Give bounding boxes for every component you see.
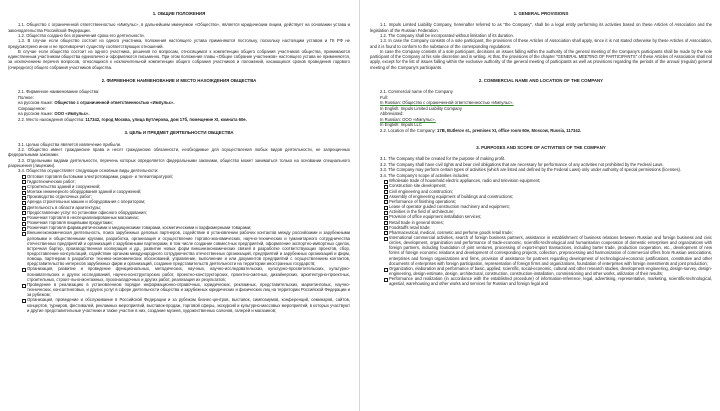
list-item: Строительство зданий и сооружений;	[22, 184, 350, 189]
list-item: Performance and realization (in accordance with the established procedure) of information-reference, legal, advertising, representative, marketing, scientific-technological, agential, warehousing and other works and services for Russian and foreign legal and	[384, 276, 712, 286]
ru-clause-1-2: 1.2. Общество создано без ограничения срока его деятельности.	[18, 33, 145, 39]
ru-location-prefix: 2.2. Место нахождения общества:	[18, 116, 86, 122]
ru-clause-1-1: 1.1. Общество с ограниченной ответственностью «Импульс», в дальнейшем именуемое «Общество», является юридическим лицем, действует на основании устава и законодательства Российской Федерации.	[8, 22, 350, 33]
en-clause-2-1: 2.1. Commercial name of the Company	[380, 89, 453, 95]
ru-full-name-label: Полное:	[18, 94, 34, 100]
ru-clause-1-3: 1.3. В случае если общество состоит из одного участника, положения настоящего устава применяются постольку, поскольку настоящим уставом и ГК РФ не предусмотрено иное и не противоречит существу соответствующих отношений.	[8, 38, 350, 49]
ru-short-name-line	[8, 111, 350, 116]
list-item: Provision of office equipment installation services;	[384, 214, 712, 219]
list-item: Activities in the field of architecture;	[384, 209, 712, 214]
list-item: Organization, elaboration and performance of basic, applied, scientific, social-economic, cultural and other research studies, development-engineering, design-survey, design-engineering, design-estimate, design, architectural, construction, construction-installation, commissioning and other works, utilization of their results;	[384, 266, 712, 276]
en-clause-1-2: 1.2. The Company shall be incorporated without limitation of its duration.	[380, 33, 514, 39]
ru-clause-3-2: 3.2. Общество имеет гражданские права и несет гражданские обязанности, необходимые для осуществления любых видов деятельности, не запрещенных федеральными законами.	[8, 146, 350, 158]
en-clause-3-3: 3.3. The Company may perform certain types of activities (which are listed and defined by the Federal Laws) only under authority of special permissions (licenses).	[380, 167, 682, 173]
list-item: Проведение в реализацию в установленном порядке информационно-справочных, юридических, рекламных, представительских, маркетинговых, научно-технических, консалтинговых, и других услуг в сфере деятельности общества и зарубежных юридических и физических лиц на территории Российской Федерации и за рубежом;	[22, 282, 350, 297]
ru-section-2-title: 2. ФИРМЕННОЕ НАИМЕНОВАНИЕ И МЕСТО НАХОЖДЕНИЯ ОБЩЕСТВА	[101, 78, 257, 83]
en-short-name-en: In English: Impuls LLC	[380, 122, 422, 128]
en-clause-2-2	[370, 128, 712, 133]
en-activities-list	[370, 178, 712, 286]
list-item: Pharmaceutical, medical, cosmetic and perfume goods retail trade;	[384, 230, 712, 235]
en-clause-1-3-cont: In case the Company consists of a sole participant, decisions on issues falling within the authority of the general meeting of the Company's participants shall be made by the sole participant of the Company at his sole discretion and in writing. At that, the provisions of the chapter "GENERAL MEETING OF PARTICIPANTS" of these Articles of Association shall not apply, except for the list of issues falling within the exclusive authority of the general meeting of participants as well as provisions regarding the periods of the annual (regular) general meeting of the Company's participants.	[370, 49, 712, 70]
list-item: Внешнеэкономическая деятельность, поиск зарубежных деловых партнеров, содействие в установлении рабочих контактов между российскими и зарубежными деловыми и общественными кругами, разработка, организация и осуществление торгово-экономических, научно-технических и гуманитарного сотрудничества отечественных предприятий и организаций с зарубежными партнерами, в том числе создание совместных предприятий, оформление экспортно-импортных сделок, встречная бартер, производственная кооперация и др., развитие новых форм внешнеэкономических связей в разработке соответствующих проектов, сбор, предоставление консультаций, содействие органам международного сотрудничества отечественных организаций, предприятий и зарубежных организаций и фирм, помощь партнерам в разработке технико-экономических обоснований, управление, выполнение и или документов предприятий с осуществлением контактов, представительство интересов зарубежных фирм и организаций, создание представительств деятельности на территории иностранных государств;	[22, 230, 350, 266]
list-item: Монтаж инженерного оборудования зданий и сооружений;	[22, 189, 350, 194]
en-location-prefix: 2.2. Location of the Company:	[380, 127, 438, 133]
ru-section-1-title: 1. ОБЩИЕ ПОЛОЖЕНИЯ	[152, 11, 206, 16]
en-full-name-label: Full:	[380, 94, 388, 100]
list-item: Гидротехнических работ;	[22, 179, 350, 184]
en-clause-1-1: 1.1. Impuls Limited Liability Company, hereinafter referred to as "the Company", shall be a legal entity performing its activities based on these Articles of Association and the legislation of the Russian Federation.	[370, 22, 712, 33]
list-item: Lease of operator guided construction machinery and equipment;	[384, 204, 712, 209]
ru-clause-1-3-cont: В случае если общество состоит из одного участника, решения по вопросам, относящимся к компетенции общего собрания участников общества, принимаются единственным участником общества единолично и оформляются письменно. При этом положения главы «Общее собрание участников» настоящего устава не применяются, за исключением перечня вопросов, относящихся к исключительной компетенции общего собрания участников и положений, касающихся сроков проведения годового (очередного) общего собрания участников общества.	[8, 49, 350, 70]
list-item: Розничная торговля в неспециализированных магазинах;	[22, 215, 350, 220]
list-item: Розничная торговля фармацевтическими и медицинскими товарами, косметическими и парфюмерными товарами;	[22, 225, 350, 230]
ru-short-name-label: Сокращенное:	[18, 105, 47, 111]
ru-clause-3-3: 3.3. Отдельными видами деятельности, перечень которых определяется федеральными законами, общество может заниматься только на основании специального разрешения (лицензии).	[8, 157, 350, 168]
english-column	[360, 0, 720, 411]
ru-clause-3-4: 3.4. Общество осуществляет следующие основные виды деятельности:	[18, 168, 159, 174]
ru-section-3-title: 3. ЦЕЛЬ И ПРЕДМЕТ ДЕЯТЕЛЬНОСТИ ОБЩЕСТВА	[124, 130, 234, 136]
list-item: Performance of finishing operations;	[384, 199, 712, 204]
en-clause-1-3: 1.3. In case the Company consists of a sole participant, the provisions of these Articles of Association shall apply, since it is not stated otherwise by these Articles of Association, and it is found to conform to the substance of the corresponding regulations.	[370, 38, 712, 49]
en-location-value: 17B, Butlerov st., premises XI, office room 60e, Moscow, Russia, 117342.	[437, 127, 582, 133]
list-item: Assembly of engineering equipment of buildings and constructions;	[384, 194, 712, 199]
list-item: Производство отделочных работ;	[22, 194, 350, 199]
en-section-2-title: 2. COMMERCIAL NAME AND LOCATION OF THE COMPANY	[478, 78, 604, 83]
en-full-name-ru: In Russian: Общество с ограниченной ответственностью «Импульс».	[380, 100, 514, 106]
list-item: Оптовая торговля бытовыми электротоварами, радио- и телеаппаратурой;	[22, 174, 350, 179]
ru-short-name-value: ООО «Импульс».	[54, 111, 90, 117]
ru-clause-2-1: 2.1. Фирменное наименование общества:	[18, 89, 100, 95]
list-item: Civil engineering and construction;	[384, 189, 712, 194]
list-item: Деятельность в области архитектуры;	[22, 205, 350, 210]
en-section-1-title: 1. GENERAL PROVISIONS	[513, 11, 569, 16]
en-short-name-label: Abbreviated:	[380, 111, 404, 117]
ru-activities-list	[8, 174, 350, 313]
en-full-name-en: In English: Impuls Limited Liability Company	[380, 105, 462, 111]
ru-full-name-value: Общество с ограниченной ответственностью «Импульс».	[54, 100, 175, 106]
list-item: Организация, развитие и проведение функциональных, методических, научных, научно-исследовательских, культурно-просветительских, культурно-познавательских и других исследований, научно-конструкторских работ, проектно-конструкторских, проектно-сметных, дизайнерских, архитектурно-проектных, строительных, строит-льно-монтажных, пусконаладочных и других работ, реализация их результатов;	[22, 266, 350, 281]
list-item: Розничная торговля пищевыми продуктами;	[22, 220, 350, 225]
list-item: Foodstuffs retail trade;	[384, 225, 712, 230]
ru-location-value: 117342, город Москва, улица Бутлерова, дом 17б, помещение XI, комната 60е.	[85, 116, 247, 122]
en-short-name-ru: In Russian: ООО «Импульс».	[380, 116, 436, 122]
ru-full-name-line	[8, 100, 350, 105]
list-item: Предоставление услуг по установке офисного оборудования;	[22, 210, 350, 215]
en-section-3-title: 3. PURPOSES AND SCOPE OF ACTIVITIES OF THE COMPANY	[476, 145, 606, 151]
list-item: International commercial activities, search of foreign business partners, assistance in establishment of business relations between Russian and foreign business and civic circles, development, organization and performance of trade-economic, scientific-technological and humanitarian cooperation of domestic enterprises and organizations with foreign partners, including foundation of joint ventures, processing of export-import transactions, including barter trade, production cooperation, etc., development of new forms of foreign economic relations and development of corresponding projects, collection, preprocessing and harmonization of commercial offers from Russian associations, enterprises and foreign organizations and firms, provision of assistance for partners regarding development of technological-economic justifications, constitutive and other documents of enterprises with foreign participation, representation of foreign firms and organizations, foundation of enterprises with foreign investments and joint production;	[384, 235, 712, 266]
en-clause-3-4: 3.4. The Company's scope of activities includes:	[380, 172, 470, 178]
list-item: Wholesale trade of household electric appliances, radio and television equipment;	[384, 178, 712, 183]
list-item: Аренда строительных машин и оборудования с оператором;	[22, 199, 350, 204]
list-item: Retail trade in general stores;	[384, 220, 712, 225]
ru-short-name-prefix: на русском языке:	[18, 111, 55, 117]
list-item: Construction site development;	[384, 183, 712, 188]
en-clause-3-1: 3.1. The Company shall be created for the purpose of making profit.	[380, 156, 506, 162]
en-clause-3-2: 3.2. The Company shall have civil rights and bear civil obligations that are necessary for performance of any activities not prohibited by the Federal Laws.	[380, 161, 664, 167]
list-item: Организация, проведение и обслуживание в Российской Федерации и за рубежом бизнес-центров, выставок, симпозиумов, конференций, семинаров, сайтов, концертов, турниров, фестивалей, рекламных мероприятий, выставок-продаж, торговой сферы, экскурсий и культурно-массовых мероприятий, в которых участвуют и другие представительные участники и также участие в них, создание музеев, художественных салонов, галерей и магазинов;	[22, 297, 350, 312]
ru-full-name-prefix: на русском языке:	[18, 100, 55, 106]
ru-clause-2-2	[8, 117, 350, 122]
ru-clause-3-1: 3.1. Целью общества является извлечение прибыли.	[18, 141, 122, 147]
